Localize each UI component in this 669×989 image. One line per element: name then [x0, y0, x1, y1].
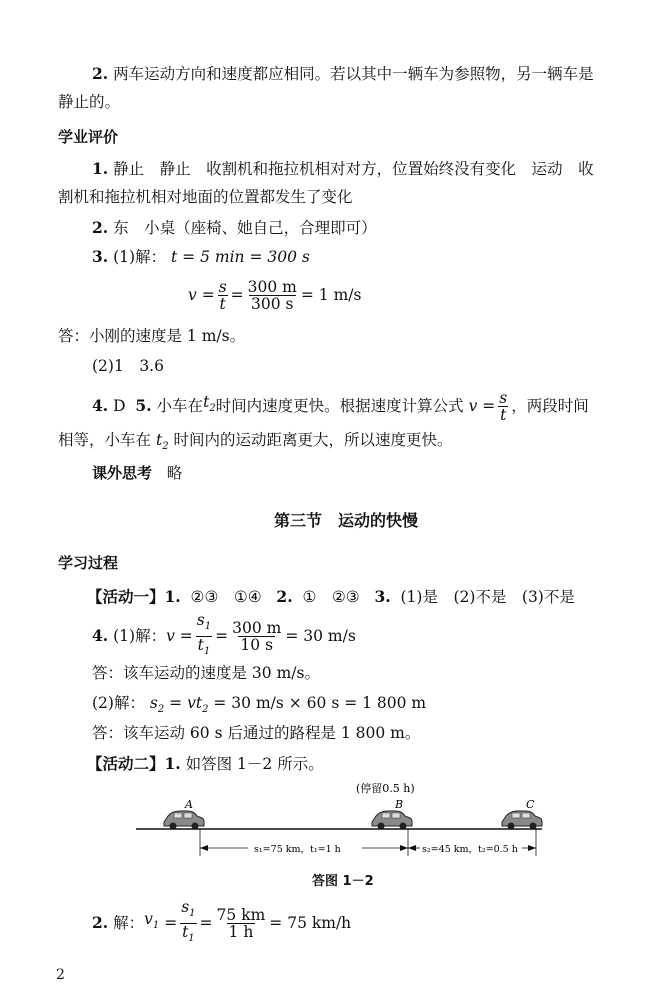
fraction-s-over-t: $\frac{s}{t}$: [218, 277, 227, 313]
fraction-values: $\frac{300 m}{10 s}$: [232, 618, 282, 654]
answer-line: 【活动二】1. 如答图 1－2 所示。: [87, 754, 324, 773]
fraction-s1-over-t1: $\frac{s_1}{t_1}$: [179, 899, 197, 946]
segment1-label: s₁=75 km，t₁=1 h: [254, 844, 341, 855]
equation-velocity-2: 2. 解： $v_1$ = $\frac{s_1}{t_1}$ = $\frac{75 km}{1 h}$ = 75 km/h: [92, 905, 351, 941]
fraction-s-over-t: $\frac{s}{t}$: [499, 388, 508, 424]
figure-caption: 答图 1－2: [312, 874, 374, 889]
answer-line: 2. 东 小桌（座椅、她自己，合理即可）: [92, 218, 377, 237]
car-icon: [502, 811, 542, 830]
label-b: B: [395, 798, 404, 811]
label-c: C: [526, 798, 535, 811]
answer-line: 1. 静止 静止 收割机和拖拉机相对对方，位置始终没有变化 运动 收: [92, 159, 594, 178]
answer-line: (2)1 3.6: [92, 357, 164, 375]
answer-line: 3. (1)解： t = 5 min = 300 s: [92, 247, 310, 266]
car-icon: [164, 811, 204, 830]
answer-line: 4. D 5. 小车在 $t_2$ 时间内速度更快。根据速度计算公式 v = $\frac{s}{t}$ ，两段时间: [92, 388, 589, 424]
fraction-values: $\frac{300 m}{300 s}$: [247, 277, 297, 313]
answer-line: 答：小刚的速度是 1 m/s。: [58, 327, 246, 345]
fraction-s1-over-t1: $\frac{s_1}{t_1}$: [195, 612, 213, 659]
equation-velocity: v = $\frac{s}{t}$ = $\frac{300 m}{300 s}$ = 1 m/s: [188, 277, 362, 313]
segment2-label: s₂=45 km，t₂=0.5 h: [422, 844, 518, 855]
section-heading-xueye: 学业评价: [58, 128, 119, 146]
page-number: 2: [56, 967, 65, 983]
answer-line: 相等，小车在 $t_2$ 时间内的运动距离更大，所以速度更快。: [58, 431, 453, 453]
label-a: A: [185, 798, 193, 811]
answer-line: (2)解： $s_2 = vt_2 = 30$ m/s × 60 s = 1 800 m: [92, 694, 427, 716]
answer-line: 答：该车运动的速度是 30 m/s。: [92, 664, 320, 682]
car-icon: [372, 811, 412, 830]
answer-line: 2. 两车运动方向和速度都应相同。若以其中一辆车为参照物，另一辆车是: [92, 64, 594, 83]
answer-line: 静止的。: [58, 93, 121, 111]
stop-label: (停留0.5 h): [356, 782, 415, 795]
answer-line: 【活动一】1. ②③ ①④ 2. ① ②③ 3. (1)是 (2)不是 (3)不是: [87, 587, 575, 606]
fraction-values: $\frac{75 km}{1 h}$: [216, 905, 266, 941]
section-heading-xuexi: 学习过程: [58, 554, 119, 572]
equation-velocity-1: 4. (1)解： v = $\frac{s_1}{t_1}$ = $\frac{300 m}{10 s}$ = 30 m/s: [92, 618, 356, 654]
section-title: 第三节 运动的快慢: [274, 511, 419, 530]
answer-line: 割机和拖拉机相对地面的位置都发生了变化: [58, 188, 353, 206]
answer-line: 课外思考 略: [92, 464, 183, 482]
answer-line: 答：该车运动 60 s 后通过的路程是 1 800 m。: [92, 724, 421, 742]
